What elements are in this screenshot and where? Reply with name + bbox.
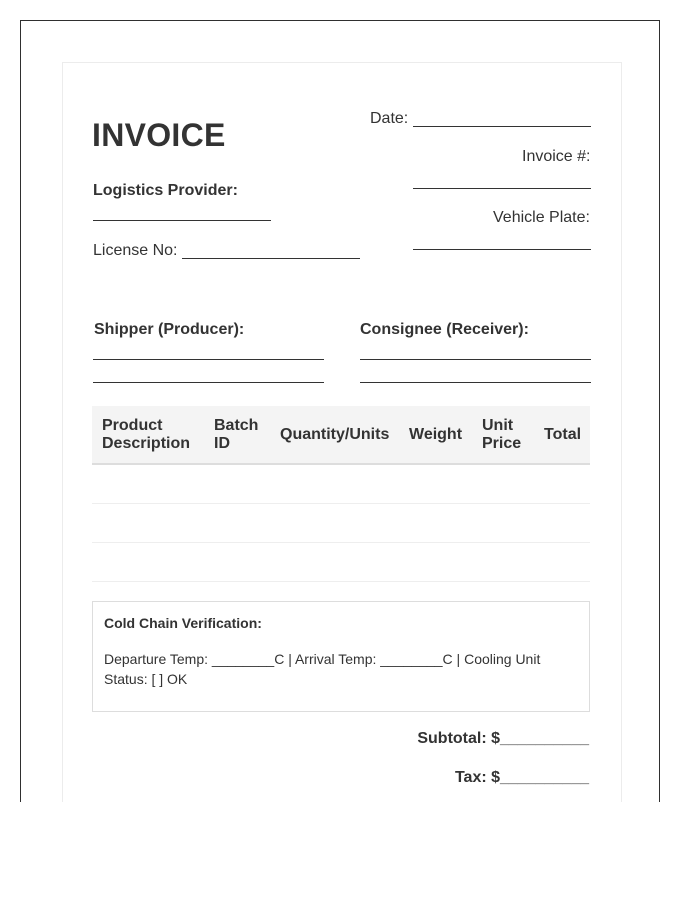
consignee-label: Consignee (Receiver):	[360, 321, 529, 338]
table-cell[interactable]	[534, 504, 590, 543]
table-cell[interactable]	[270, 543, 399, 582]
invoice-title: INVOICE	[92, 117, 226, 153]
cold-chain-verification-box	[92, 601, 590, 712]
table-cell[interactable]	[399, 504, 472, 543]
cold-chain-verification-title: Cold Chain Verification:	[104, 615, 262, 631]
table-cell[interactable]	[399, 543, 472, 582]
table-cell[interactable]	[204, 464, 270, 504]
table-cell[interactable]	[270, 464, 399, 504]
subtotal-line: Subtotal: $__________	[417, 730, 589, 747]
table-cell[interactable]	[534, 464, 590, 504]
column-header-product-description: Product Description	[92, 406, 204, 464]
shipper-line-2[interactable]	[93, 382, 324, 383]
table-cell[interactable]	[204, 543, 270, 582]
shipper-line-1[interactable]	[93, 359, 324, 360]
cold-chain-verification-text: Departure Temp: ________C | Arrival Temp: ________C | Cooling Unit Status: [ ] OK	[104, 651, 541, 687]
column-header-total: Total	[534, 406, 590, 464]
tax-line: Tax: $__________	[454, 769, 589, 786]
table-cell[interactable]	[204, 504, 270, 543]
table-cell[interactable]	[92, 464, 204, 504]
table-cell[interactable]	[270, 504, 399, 543]
table-cell[interactable]	[472, 504, 534, 543]
license-number-field-line[interactable]	[182, 258, 360, 259]
table-row	[92, 543, 590, 582]
date-field-line[interactable]	[413, 126, 591, 127]
table-cell[interactable]	[534, 543, 590, 582]
table-cell[interactable]	[399, 464, 472, 504]
logistics-provider-field-line[interactable]	[93, 220, 271, 221]
items-table	[92, 406, 590, 582]
vehicle-plate-field-line[interactable]	[413, 249, 591, 250]
invoice-number-label: Invoice #:	[522, 148, 591, 165]
column-header-batch-id: Batch ID	[204, 406, 270, 464]
vehicle-plate-label: Vehicle Plate:	[493, 209, 590, 226]
consignee-line-2[interactable]	[360, 382, 591, 383]
logistics-provider-label: Logistics Provider:	[93, 182, 238, 199]
table-cell[interactable]	[472, 543, 534, 582]
table-row	[92, 504, 590, 543]
page-frame	[20, 20, 660, 802]
table-header-row	[92, 406, 590, 464]
shipper-label: Shipper (Producer):	[94, 321, 245, 338]
table-cell[interactable]	[92, 543, 204, 582]
date-label: Date:	[370, 110, 409, 127]
invoice-number-field-line[interactable]	[413, 188, 591, 189]
column-header-weight: Weight	[399, 406, 472, 464]
consignee-line-1[interactable]	[360, 359, 591, 360]
table-row	[92, 464, 590, 504]
table-cell[interactable]	[472, 464, 534, 504]
license-number-label: License No:	[93, 242, 178, 259]
table-cell[interactable]	[92, 504, 204, 543]
column-header-quantity-units: Quantity/Units	[270, 406, 399, 464]
column-header-unit-price: Unit Price	[472, 406, 534, 464]
